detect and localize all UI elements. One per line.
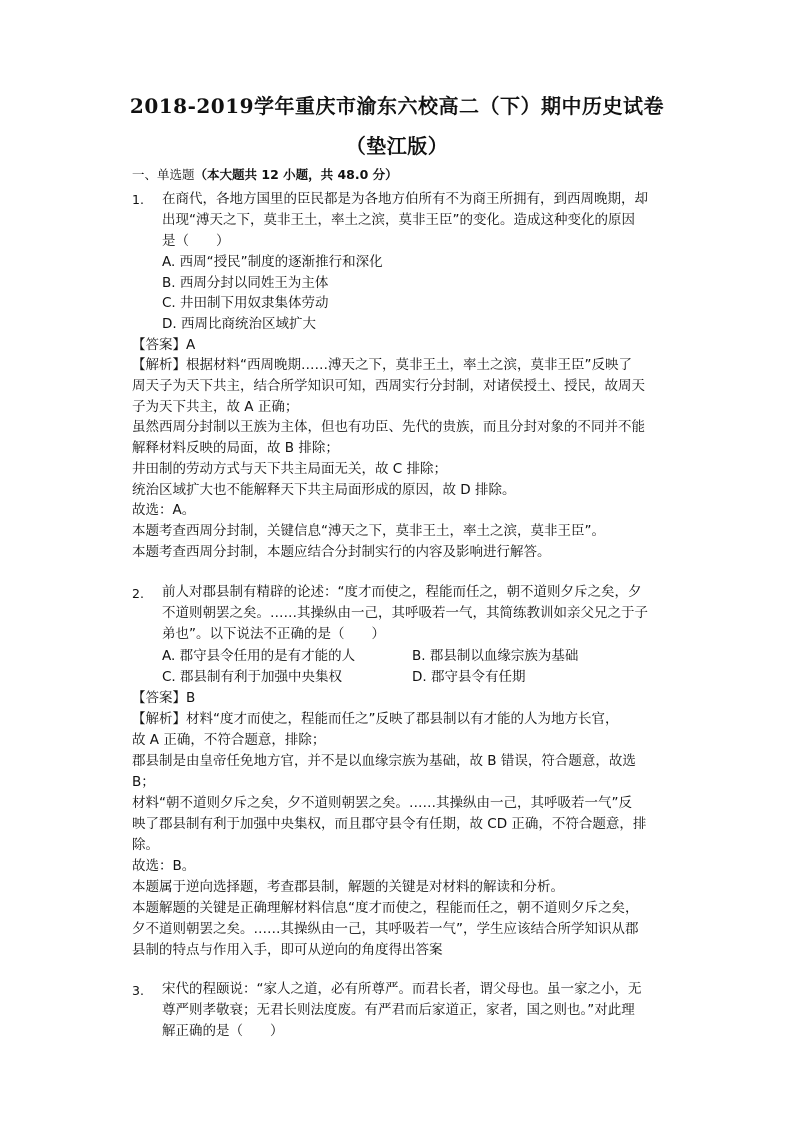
q1-analysis-line: 周天子为天下共主，结合所学知识可知，西周实行分封制，对诸侯授土、授民，故周天 — [132, 378, 645, 394]
q3-stem-line: 尊严则孝敬衰；无君长则法度废。有严君而后家道正，家者，国之则也。”对此理 — [162, 1002, 635, 1018]
q2-option-d: D. 郡守县令有任期 — [412, 669, 526, 685]
q2-analysis-line: 本题解题的关键是正确理解材料信息“度才而使之，程能而任之，朝不道则夕斥之矣， — [132, 900, 639, 916]
q1-stem-line: 是（ ） — [162, 233, 230, 249]
q1-analysis-line: 统治区域扩大也不能解释天下共主局面形成的原因，故 D 排除。 — [132, 482, 516, 498]
q2-analysis-line: 郡县制是由皇帝任免地方官，并不是以血缘宗族为基础，故 B 错误，符合题意，故选 — [132, 753, 636, 769]
q2-number: 2. — [132, 586, 144, 601]
q2-option-a: A. 郡守县令任用的是有才能的人 — [162, 648, 356, 664]
q3-number: 3. — [132, 983, 144, 998]
q1-analysis-line: 虽然西周分封制以王族为主体，但也有功臣、先代的贵族，而且分封对象的不同并不能 — [132, 419, 645, 435]
section-label: 一、单选题 — [132, 167, 195, 182]
q1-answer: 【答案】A — [132, 337, 196, 353]
q3-stem-line: 宋代的程颐说：“家人之道，必有所尊严。而君长者，谓父母也。虽一家之小，无 — [162, 981, 642, 997]
q2-stem-line: 弟也”。以下说法不正确的是（ ） — [162, 626, 385, 642]
q1-analysis-line: 【解析】根据材料“西周晚期……溥天之下，莫非王土，率土之滨，莫非王臣”反映了 — [132, 357, 632, 373]
q1-analysis-line: 井田制的劳动方式与天下共主局面无关，故 C 排除； — [132, 461, 448, 477]
q2-option-b: B. 郡县制以血缘宗族为基础 — [412, 648, 579, 664]
q2-analysis-line: 映了郡县制有利于加强中央集权，而且郡守县令有任期，故 CD 正确，不符合题意，排 — [132, 816, 647, 832]
section-detail: （本大题共 12 小题，共 48.0 分） — [194, 167, 398, 182]
q1-analysis-line: 本题考查西周分封制，关键信息“溥天之下，莫非王土，率土之滨，莫非王臣”。 — [132, 523, 605, 539]
q1-analysis-line: 故选：A。 — [132, 502, 196, 518]
q2-stem-line: 不道则朝罢之矣。……其操纵由一己，其呼吸若一气，其简练教训如亲父兄之于子 — [162, 605, 648, 621]
q2-analysis-line: 故 A 正确，不符合题意，排除； — [132, 732, 326, 748]
q2-analysis-line: 材料“朝不道则夕斥之矣，夕不道则朝罢之矣。……其操纵由一己，其呼吸若一气”反 — [132, 795, 632, 811]
q1-analysis-line: 本题考查西周分封制，本题应结合分封制实行的内容及影响进行解答。 — [132, 544, 551, 560]
exam-title: 2018-2019学年重庆市渝东六校高二（下）期中历史试卷 — [129, 94, 665, 118]
q3-stem-line: 解正确的是（ ） — [162, 1023, 284, 1039]
q1-analysis-line: 子为天下共主，故 A 正确； — [132, 399, 299, 415]
q2-stem-line: 前人对郡县制有精辟的论述：“度才而使之，程能而任之，朝不道则夕斥之矣，夕 — [162, 584, 642, 600]
q1-stem-line: 在商代，各地方国里的臣民都是为各地方伯所有不为商王所拥有，到西周晚期，却 — [162, 191, 648, 207]
q2-answer: 【答案】B — [132, 690, 196, 706]
exam-subtitle: （垫江版） — [345, 134, 449, 158]
q1-number: 1. — [132, 192, 144, 207]
q2-analysis-line: 本题属于逆向选择题，考查郡县制，解题的关键是对材料的解读和分析。 — [132, 879, 564, 895]
q1-option-d: D. 西周比商统治区域扩大 — [162, 316, 316, 332]
q1-option-c: C. 井田制下用奴隶集体劳动 — [162, 295, 329, 311]
section-heading — [132, 165, 398, 183]
q2-option-c: C. 郡县制有利于加强中央集权 — [162, 669, 343, 685]
q1-stem-line: 出现“溥天之下，莫非王土，率土之滨，莫非王臣”的变化。造成这种变化的原因 — [162, 212, 635, 228]
q1-analysis-line: 解释材料反映的局面，故 B 排除； — [132, 440, 339, 456]
q2-analysis-line: 夕不道则朝罢之矣。……其操纵由一己，其呼吸若一气”，学生应该结合所学知识从郡 — [132, 921, 639, 937]
q1-option-b: B. 西周分封以同姓王为主体 — [162, 275, 329, 291]
q2-analysis-line: 故选：B。 — [132, 858, 196, 874]
q2-analysis-line: B； — [132, 774, 155, 790]
q2-analysis-line: 县制的特点与作用入手，即可从逆向的角度得出答案 — [132, 942, 443, 958]
q2-analysis-line: 除。 — [132, 837, 159, 853]
q2-analysis-line: 【解析】材料“度才而使之，程能而任之”反映了郡县制以有才能的人为地方长官， — [132, 711, 619, 727]
q1-option-a: A. 西周“授民”制度的逐渐推行和深化 — [162, 254, 383, 270]
